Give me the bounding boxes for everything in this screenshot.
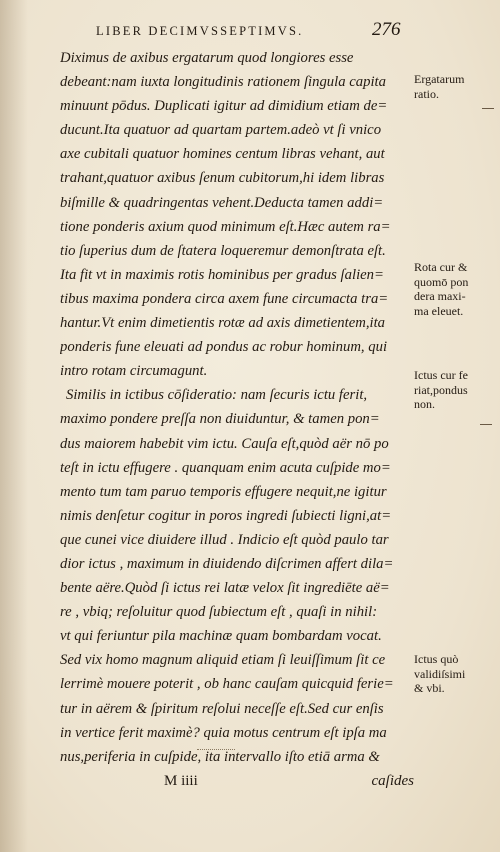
text-line: minuunt pōdus. Duplicati igitur ad dimidium etiam de= (60, 98, 388, 115)
text-line: tione ponderis axium quod minimum eſt.Hæc autem ra= (60, 218, 391, 235)
text-line: Similis in ictibus cōſideratio: nam ſecuris ictu ferit, (66, 387, 368, 404)
text-line: Diximus de axibus ergatarum quod longiores esse (60, 50, 354, 66)
page-number: 276 (372, 19, 401, 40)
signature-line (60, 769, 414, 793)
body-text (60, 46, 412, 793)
margin-note-line: Ergatarum (414, 72, 465, 86)
margin-note-line: Ictus cur fe (414, 368, 468, 382)
text-line: dus maiorem habebit vim ictu. Cauſa eſt,quòd aër nō po (60, 435, 389, 452)
margin-note-line: Ictus quò (414, 652, 459, 666)
margin-note-line: quomō pon (414, 274, 469, 289)
margin-note-line: non. (414, 397, 435, 411)
text-line: hantur.Vt enim dimetientis rotæ ad axis dimetientem,ita (60, 315, 385, 332)
text-line: debeant:nam iuxta longitudinis rationem ſingula capita (60, 74, 386, 91)
margin-note-line: riat,pondus (414, 382, 468, 397)
text-line: vt qui feriuntur pila machinæ quam bombardam vocat. (60, 628, 382, 645)
text-line: tio ſuperius dum de ſtatera loqueremur demonſtrata eſt. (60, 242, 386, 259)
text-line: mento tum tam paruo temporis effugere nequit,ne igitur (60, 483, 387, 500)
text-line: Sed vix homo magnum aliquid etiam ſi leuiſſimum ſit ce (60, 652, 386, 669)
text-line: nus,periferia in cuſpide, ita intervallo iſto etiā arma & (60, 748, 380, 765)
margin-note-validissimi (414, 652, 498, 696)
text-line: re , vbiq; reſoluitur quod ſubiectum eſt , quaſi in nihil: (60, 604, 378, 621)
signature-mark: M iiii (164, 772, 198, 789)
text-line: ponderis fune eleuati ad pondus ac robur hominum, qui (60, 339, 388, 356)
text-line: nimis denſetur cogitur in poros ingredi ſubiecti ligni,at= (60, 507, 392, 524)
bottom-ornament (197, 749, 235, 751)
text-line: biſmille & quadringentas vehent.Deducta tamen addi= (60, 194, 384, 211)
text-line: ducunt.Ita quatuor ad quartam partem.adeò vt ſi vnico (60, 122, 382, 139)
text-line: lerrimè mouere poterit , ob hanc cauſam quicquid ferie= (60, 676, 394, 693)
text-line: intro rotam circumagunt. (60, 363, 208, 380)
margin-note-line: Rota cur & (414, 260, 468, 274)
text-line: tur in aërem & ſpiritum reſolui neceſſe eſt.Sed cur enſis (60, 700, 384, 717)
margin-note-line: dera maxi- (414, 289, 466, 303)
text-line: dior ictus , maximum in diuidendo diſcrimen affert dila= (60, 555, 394, 572)
text-line: teſt in ictu effugere . quanquam enim acuta cuſpide mo= (60, 459, 391, 476)
running-head: LIBER DECIMVSSEPTIMVS. (96, 24, 304, 38)
text-line: trahant,quatuor axibus ſenum cubitorum,hi idem libras (60, 170, 385, 187)
margin-note-line: validiſsimi (414, 666, 466, 681)
text-line: maximo pondere preſſa non diuiduntur, & tamen pon= (60, 411, 380, 428)
spine-shadow (0, 0, 28, 852)
text-line: que cunei vice diuidere illud . Indicio eſt quòd paulo tar (60, 531, 389, 548)
text-line: Ita fit vt in maximis rotis hominibus per gradus ſalien= (60, 266, 384, 283)
text-line: bente aëre.Quòd ſi ictus rei latæ velox ſit ingrediēte aë= (60, 580, 390, 597)
margin-dash (480, 424, 492, 425)
margin-dash (482, 108, 494, 109)
text-line: tibus maxima pondera circa axem fune circumacta tra= (60, 290, 389, 307)
margin-note-rota (414, 260, 498, 318)
margin-note-line: & vbi. (414, 681, 445, 695)
margin-note-line: ratio. (414, 86, 439, 101)
margin-note-ictus (414, 368, 498, 412)
margin-note-line: ma eleuet. (414, 303, 464, 318)
catchword: caſides (371, 772, 414, 789)
text-line: axe cubitali quatuor homines centum libras vehant, aut (60, 146, 385, 163)
margin-note-ergatarum (414, 72, 498, 101)
text-line: in vertice ferit maximè? quia motus centrum eſt ipſa ma (60, 724, 387, 741)
